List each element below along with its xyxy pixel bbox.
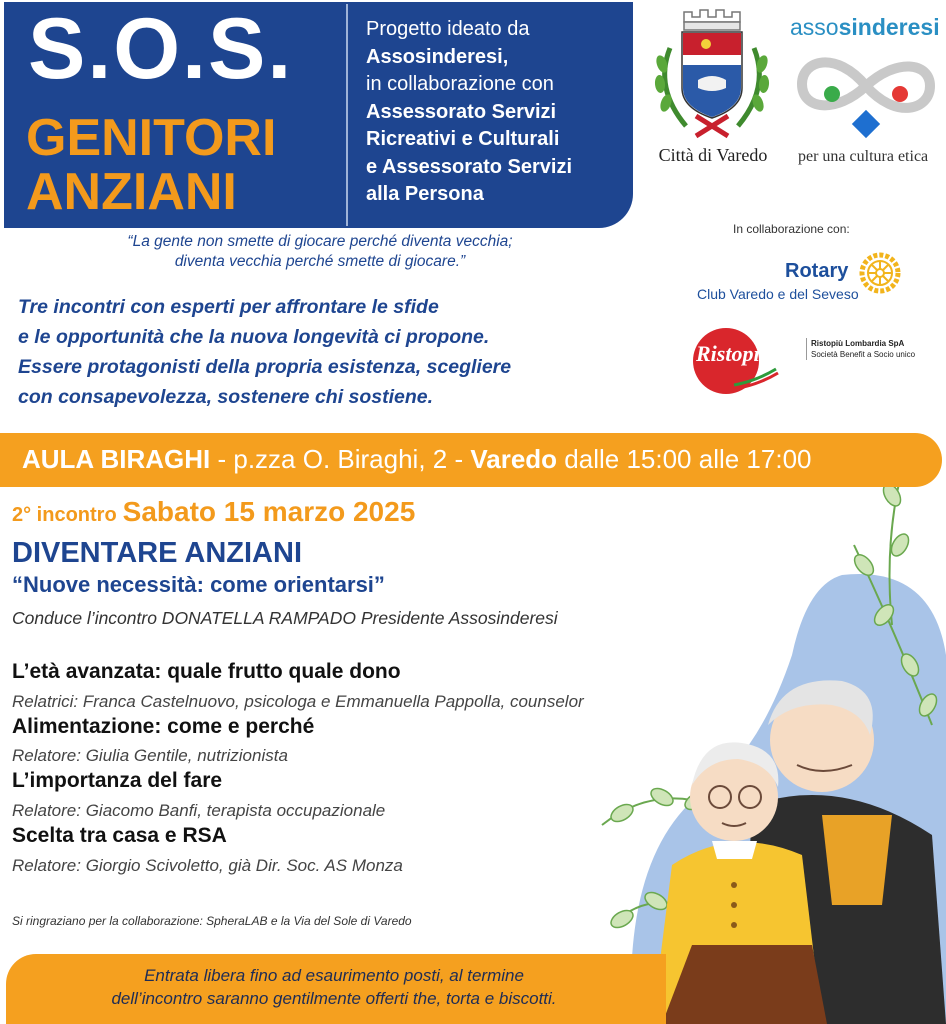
varedo-crest-icon [648,8,776,142]
project-line: Assessorato Servizi [366,100,557,123]
asso-name-light: asso [790,14,839,40]
venue-place: AULA BIRAGHI [22,444,211,474]
ristopiu-wordmark: Ristopiù [696,341,772,366]
intro-line: Tre incontri con esperti per affrontare le sfide [18,296,439,318]
venue-address: - p.zza O. Biraghi, 2 - [210,444,471,474]
event-line [12,496,415,528]
title-sos: S.O.S. [28,1,294,97]
assosinderesi-wordmark [790,14,940,41]
intro-line: con consapevolezza, sostenere chi sostiene. [18,386,434,408]
topic-title: Scelta tra casa e RSA [12,824,227,847]
asso-name-bold: sinderesi [838,14,940,40]
intro-text [18,292,658,412]
event-title: DIVENTARE ANZIANI [12,537,302,569]
event-number: 2° incontro [12,504,117,526]
event-host: Conduce l’incontro DONATELLA RAMPADO Presidente Assosinderesi [12,608,558,628]
varedo-label: Città di Varedo [658,145,768,165]
elderly-couple-illustration [592,425,946,1024]
topic-title: Alimentazione: come e perché [12,715,315,738]
project-line: Assosinderesi, [366,45,509,68]
rotary-wheel-icon [858,251,902,295]
topic-title: L’importanza del fare [12,769,223,792]
assosinderesi-logo-icon [796,40,936,144]
intro-line: e le opportunità che la nuova longevità ci propone. [18,326,490,348]
assosinderesi-tagline: per una cultura etica [798,148,929,165]
collaboration-label: In collaborazione con: [733,222,850,236]
ristopiu-company-type: Società Benefit a Socio unico [811,350,916,359]
title-divider [346,4,348,226]
ristopiu-company-info [806,338,915,360]
footer-line: dell’incontro saranno gentilmente offerti the, torta e biscotti. [111,989,557,1008]
project-line: Progetto ideato da [366,18,530,40]
topic-speaker: Relatrici: Franca Castelnuovo, psicologa e Emmanuella Pappolla, counselor [12,692,584,711]
venue-time: dalle 15:00 alle 17:00 [557,444,812,474]
venue-town: Varedo [470,444,558,474]
project-line: Ricreativi e Culturali [366,128,560,150]
project-line: alla Persona [366,183,484,205]
topic-speaker: Relatore: Giorgio Scivoletto, già Dir. Soc. AS Monza [12,856,403,875]
event-date: Sabato 15 marzo 2025 [122,496,416,527]
title-genitori: GENITORI [26,109,277,167]
footer-line: Entrata libera fino ad esaurimento posti, al termine [144,966,524,985]
quote [40,232,600,272]
ristopiu-company-name: Ristopiù Lombardia SpA [811,339,905,348]
footer-note [24,964,644,1010]
venue-info [22,444,812,475]
quote-line: diventa vecchia perché smette di giocare.” [174,253,466,270]
project-line: in collaborazione con [366,73,554,95]
topic-title: L’età avanzata: quale frutto quale dono [12,660,401,683]
thanks-note: Si ringraziano per la collaborazione: SpheraLAB e la Via del Sole di Varedo [12,914,412,928]
project-description [366,16,628,209]
ristopiu-logo-icon [690,325,802,395]
intro-line: Essere protagonisti della propria esistenza, scegliere [18,356,512,378]
rotary-club-name: Club Varedo e del Seveso [697,286,859,302]
title-anziani: ANZIANI [26,163,237,221]
rotary-wordmark: Rotary [785,260,849,282]
event-subtitle: “Nuove necessità: come orientarsi” [12,572,385,597]
project-line: e Assessorato Servizi [366,155,573,178]
topic-speaker: Relatore: Giacomo Banfi, terapista occupazionale [12,801,386,820]
topic-speaker: Relatore: Giulia Gentile, nutrizionista [12,746,288,765]
quote-line: “La gente non smette di giocare perché diventa vecchia; [127,233,513,250]
